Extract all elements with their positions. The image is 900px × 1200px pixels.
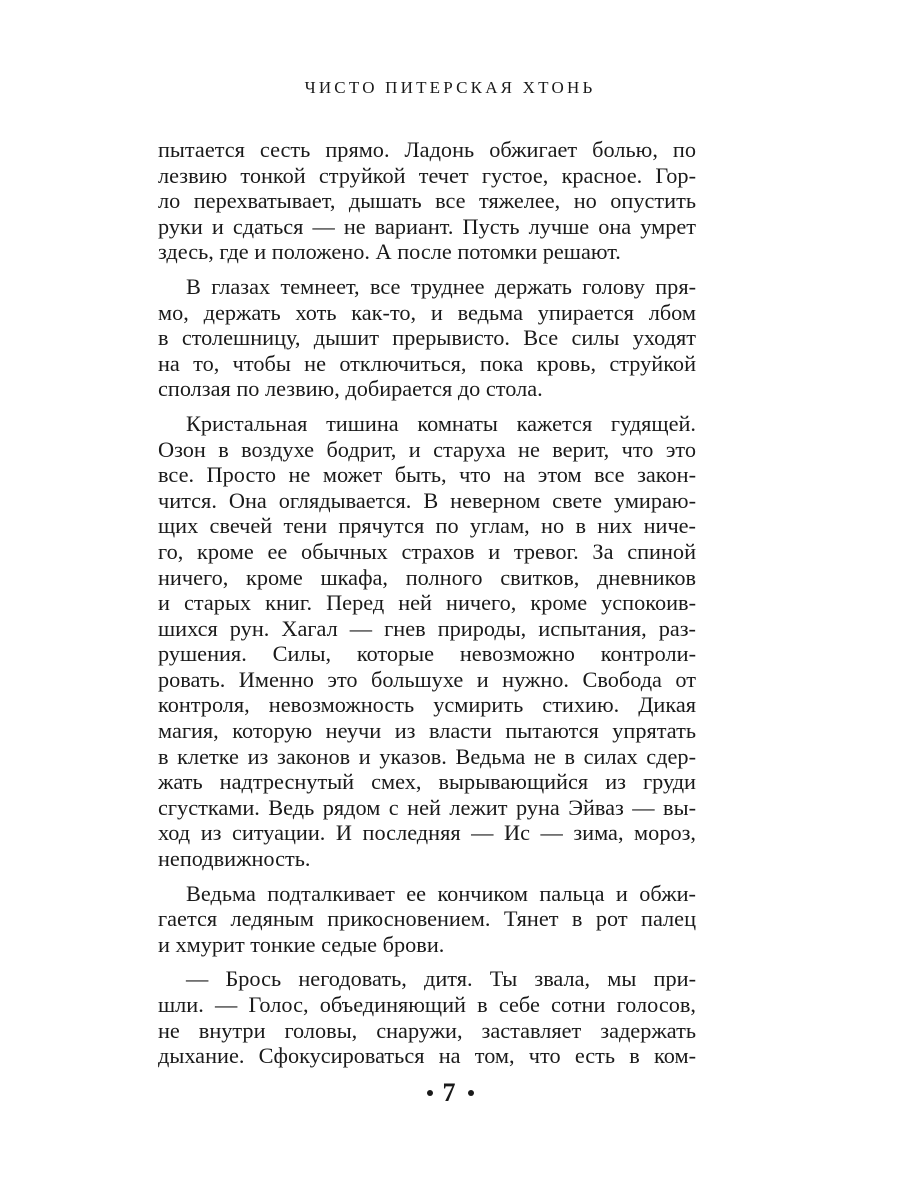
text-line: го, кроме ее обычных страхов и тревог. За спиной bbox=[158, 538, 696, 564]
paragraph bbox=[158, 274, 696, 402]
text-line: не внутри головы, снаружи, заставляет задержать bbox=[158, 1017, 696, 1043]
text-line: пытается сесть прямо. Ладонь обжигает болью, по bbox=[158, 137, 696, 162]
text-line: жать надтреснутый смех, вырывающийся из груди bbox=[158, 769, 696, 795]
text-line: ровать. Именно это большухе и нужно. Свобода от bbox=[158, 666, 696, 692]
text-line: В глазах темнеет, все труднее держать голову пря- bbox=[186, 273, 696, 299]
text-line: ло перехватывает, дышать все тяжелее, но опустить bbox=[158, 188, 696, 214]
text-line: здесь, где и положено. А после потомки решают. bbox=[158, 239, 621, 265]
text-line: рушения. Силы, которые невозможно контроли- bbox=[158, 641, 696, 667]
text-line: щих свечей тени прячутся по углам, но в них ниче- bbox=[158, 513, 696, 539]
text-line: все. Просто не может быть, что на этом все закон- bbox=[158, 462, 696, 488]
text-line: Озон в воздухе бодрит, и старуха не верит, что это bbox=[158, 436, 696, 462]
text-line: дыхание. Сфокусироваться на том, что есть в ком- bbox=[158, 1043, 696, 1069]
text-line: чится. Она оглядывается. В неверном свете умираю- bbox=[158, 487, 696, 513]
paragraph bbox=[158, 137, 696, 265]
text-line: шли. — Голос, объединяющий в себе сотни голосов, bbox=[158, 992, 696, 1017]
running-head: ЧИСТО ПИТЕРСКАЯ ХТОНЬ bbox=[304, 78, 596, 97]
page-number: 7 bbox=[442, 1078, 458, 1107]
text-line: Кристальная тишина комнаты кажется гудящей. bbox=[186, 410, 696, 436]
text-line: мо, держать хоть как-то, и ведьма упирается лбом bbox=[158, 299, 696, 325]
text-line: лезвию тонкой струйкой течет густое, красное. Гор- bbox=[158, 162, 696, 188]
left-bullet-ornament bbox=[427, 1090, 433, 1096]
text-line: сползая по лезвию, добирается до стола. bbox=[158, 376, 543, 402]
page-number-footer bbox=[0, 1078, 900, 1108]
right-bullet-ornament bbox=[468, 1090, 474, 1096]
text-line: гается ледяным прикосновением. Тянет в рот палец bbox=[158, 906, 696, 932]
text-line: в столешницу, дышит прерывисто. Все силы уходят bbox=[158, 325, 696, 351]
text-line: и хмурит тонкие седые брови. bbox=[158, 931, 445, 957]
text-line: Ведьма подталкивает ее кончиком пальца и обжи- bbox=[186, 880, 696, 906]
text-line: неподвижность. bbox=[158, 846, 311, 872]
text-line: в клетке из законов и указов. Ведьма не в силах сдер- bbox=[158, 743, 696, 769]
body-text bbox=[158, 137, 696, 1078]
text-line: магия, которую неучи из власти пытаются упрятать bbox=[158, 718, 696, 744]
paragraph bbox=[158, 966, 696, 1068]
paragraph bbox=[158, 881, 696, 958]
text-line: ход из ситуации. И последняя — Ис — зима, мороз, bbox=[158, 820, 696, 846]
paragraph bbox=[158, 411, 696, 872]
text-line: ничего, кроме шкафа, полного свитков, дневников bbox=[158, 564, 696, 590]
text-line: — Брось негодовать, дитя. Ты звала, мы при- bbox=[186, 966, 696, 992]
text-line: контроля, невозможность усмирить стихию. Дикая bbox=[158, 692, 696, 718]
text-line: и старых книг. Перед ней ничего, кроме успокоив- bbox=[158, 590, 696, 616]
text-line: руки и сдаться — не вариант. Пусть лучше она умрет bbox=[158, 213, 696, 239]
text-line: сгустками. Ведь рядом с ней лежит руна Эйваз — вы- bbox=[158, 794, 696, 820]
text-line: шихся рун. Хагал — гнев природы, испытания, раз- bbox=[158, 615, 696, 641]
text-line: на то, чтобы не отключиться, пока кровь, струйкой bbox=[158, 350, 696, 376]
